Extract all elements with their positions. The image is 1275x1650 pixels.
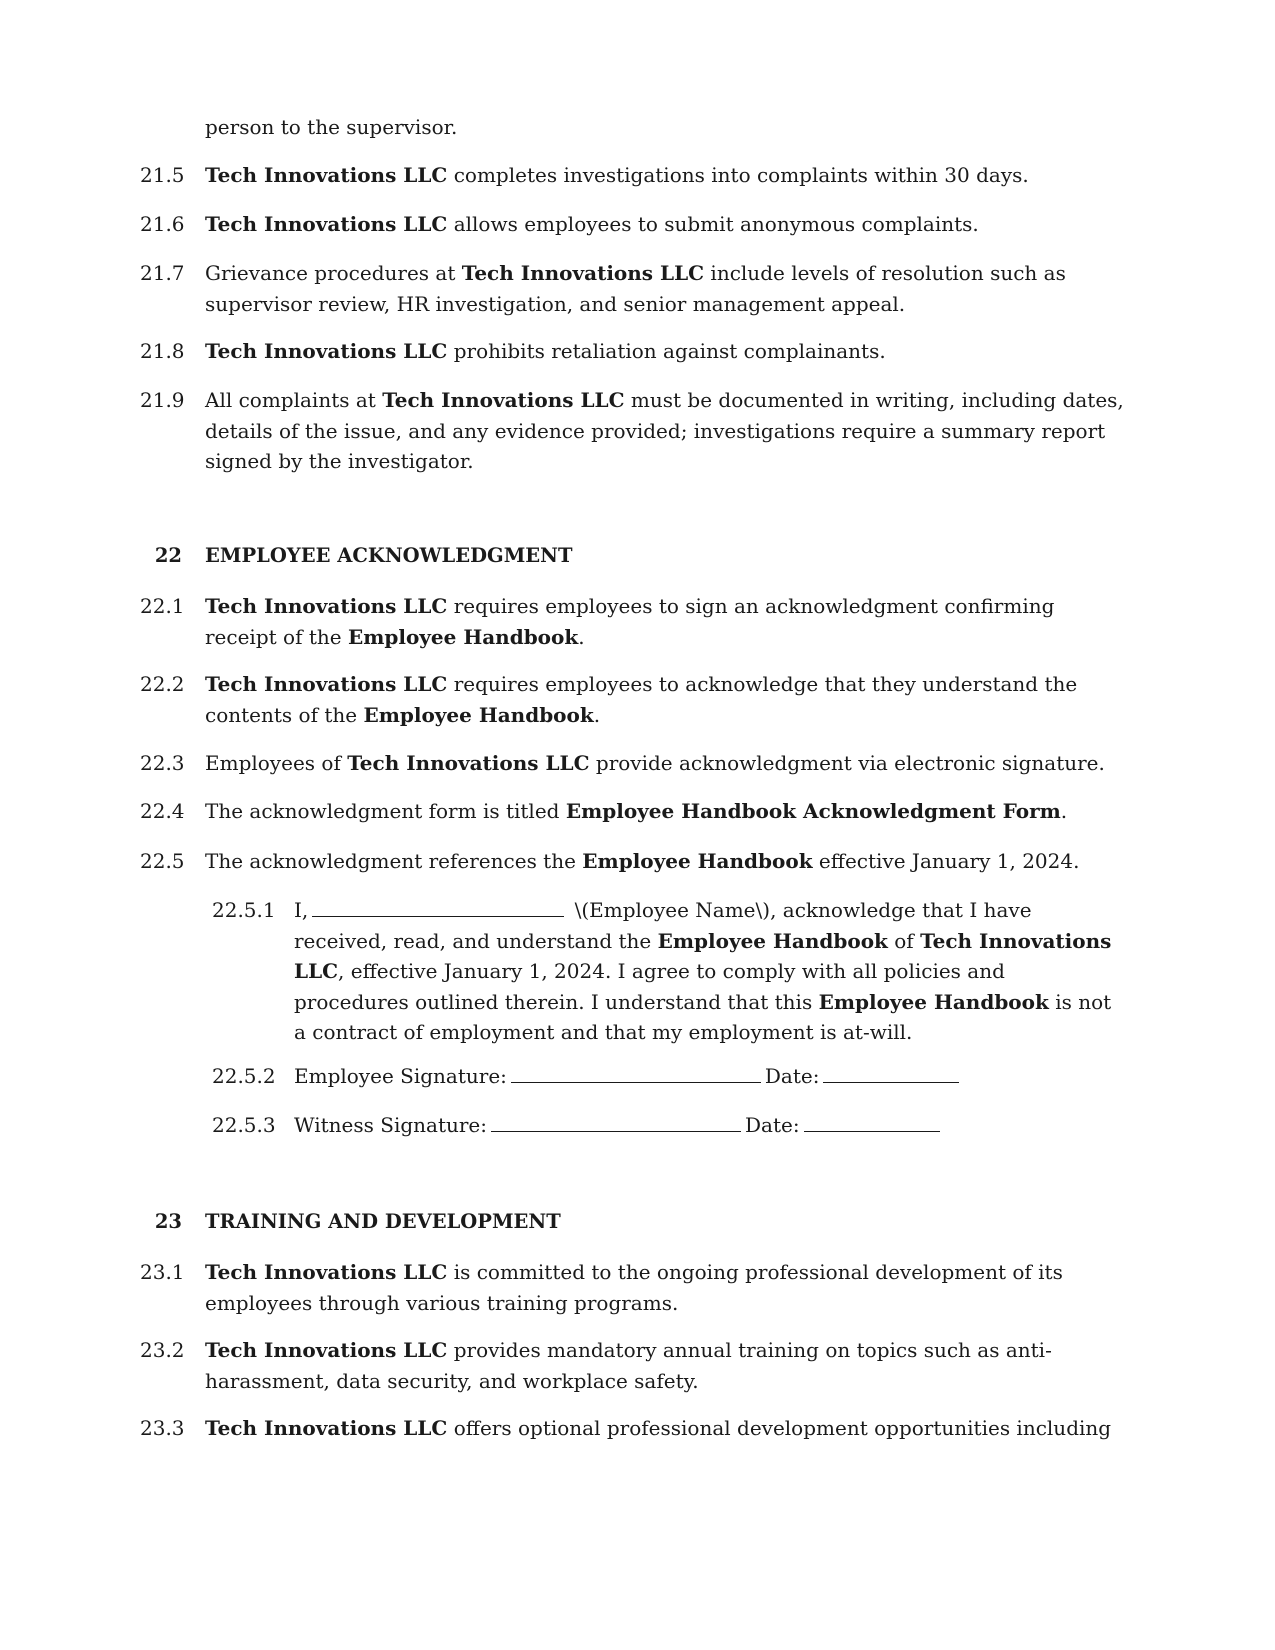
company-name: Tech Innovations LLC [382,388,625,412]
company-name: Tech Innovations LLC [461,261,705,285]
witness-signature-blank[interactable] [491,1130,741,1132]
form-title: Employee Handbook Acknowledgment Form [565,799,1061,823]
company-name: Tech Innovations LLC [205,1260,448,1284]
witness-date-blank[interactable] [804,1130,940,1132]
company-name: Tech Innovations LLC [205,163,448,187]
employee-date-blank[interactable] [823,1081,959,1083]
company-name: Tech Innovations LLC [205,672,448,696]
company-name: Tech Innovations LLC [347,751,590,775]
handbook-name: Employee Handbook [582,849,813,873]
employee-name-blank[interactable] [312,915,564,917]
company-name: Tech Innovations LLC [205,339,448,363]
company-name: Tech Innovations LLC [294,928,1112,983]
employee-signature-blank[interactable] [511,1081,761,1083]
handbook-name: Employee Handbook [347,624,579,649]
company-name: Tech Innovations LLC [205,1416,448,1440]
company-name: Tech Innovations LLC [205,1338,448,1362]
handbook-name: Employee Handbook [363,702,594,727]
handbook-name: Employee Handbook [657,928,888,953]
company-name: Tech Innovations LLC [205,212,448,236]
handbook-name: Employee Handbook [818,989,1049,1014]
document-page: person to the supervisor. 21.5 Tech Innovations LLC completes investigations into complaints within 30 days. 21.6 Tech Innovations LLC allows employees to submit anonymous complaints. 21.7 Grievance procedures at Tech Innovations LLC include levels of resolution such as supervisor review, HR investigation, and senior management appeal. 21.8 Tech Innovations LLC prohibits retaliation against complainants. 21.9 All complaints at Tech Innovations LLC must be documented in writing, including dates, details of the issue, and any evidence provided; investigations require a summary report signed by the investigator. 22 EMPLOYEE ACKNOWLEDGMENT 22.1 Tech Innovations LLC requires employees to sign an acknowledgment confirming receipt of the Employee Handbook. 22.2 Tech Innovations LLC requires employees to acknowledge that they understand the contents of the Employee Handbook. 22.3 Employees of Tech Innovations LLC provide acknowledgment via electronic signature. 22.4 The acknowledgment form is titled Employee Handbook Acknowledgment Form. 22.5 The acknowledgment references the Employee Handbook effective January 1, 2024. 22.5.1 I, \(Employee Name\), acknowledge that I have received, read, and understand the Employee Handbook of Tech Innovations LLC, effective January 1, 2024. I agree to comply with all policies and procedures outlined therein. I understand that this Employee Handbook is not a contract of employment and that my employment is at-will. 22.5.2 Employee Signature: Date: 22.5.3 Witness Signature: Date: 23 TRAINING AND DEVELOPMENT 23.1 Tech Innovations LLC is committed to the ongoing professional development of its employees through various training programs. 23.2 Tech Innovations LLC provides mandatory annual training on topics such as anti-harassment, data security, and workplace safety. 23.3 Tech Innovations LLC offers optional professional development opportunities including [140,115,1124,1440]
company-name: Tech Innovations LLC [205,594,448,618]
